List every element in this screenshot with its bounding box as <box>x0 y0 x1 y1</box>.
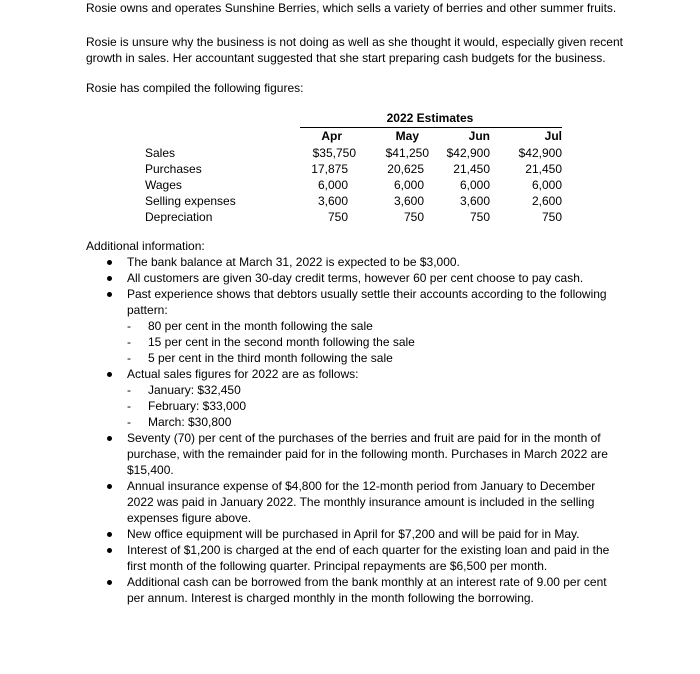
row-label-purchases: Purchases <box>145 162 202 176</box>
table-cell: 3,600 <box>393 194 424 208</box>
table-cell: $35,750 <box>312 146 356 160</box>
table-cell: 2,600 <box>531 194 562 208</box>
bullet-icon <box>107 548 112 553</box>
list-item: Interest of $1,200 is charged at the end of each quarter for the existing loan and paid in the first month of the following quarter. Principal repayments are $6,500 per month. <box>100 542 610 574</box>
table-cell: $41,250 <box>385 146 429 160</box>
intro-paragraph-3: Rosie has compiled the following figures: <box>86 81 304 95</box>
table-cell: 21,450 <box>453 162 490 176</box>
row-label-sales: Sales <box>145 146 176 160</box>
column-header-apr: Apr <box>321 129 342 143</box>
table-cell: $42,900 <box>518 146 562 160</box>
list-item: Actual sales figures for 2022 are as follows: - January: $32,450 - February: $33,000 - March: $30,800 <box>100 366 610 430</box>
settlement-pattern-list <box>127 318 610 366</box>
row-label-selling-expenses: Selling expenses <box>145 194 236 208</box>
table-cell: 21,450 <box>525 162 562 176</box>
table-cell: 6,000 <box>459 178 490 192</box>
table-cell: 20,625 <box>387 162 424 176</box>
dash-icon: - <box>127 319 131 333</box>
table-cell: 750 <box>403 210 424 224</box>
bullet-icon <box>107 436 112 441</box>
bullet-icon <box>107 372 112 377</box>
bullet-icon <box>107 580 112 585</box>
bullet-icon <box>107 276 112 281</box>
table-cell: 3,600 <box>317 194 348 208</box>
bullet-icon <box>107 260 112 265</box>
list-item: - January: $32,450 <box>127 383 241 397</box>
intro-paragraph-2: Rosie is unsure why the business is not doing as well as she thought it would, especially given recent growth in sales. Her accountant suggested that she start preparing cash budgets for the business. <box>86 35 623 65</box>
list-item: The bank balance at March 31, 2022 is expected to be $3,000. <box>100 254 610 270</box>
column-header-jul: Jul <box>544 129 562 143</box>
list-item: - 15 per cent in the second month following the sale <box>127 335 415 349</box>
column-header-may: May <box>395 129 419 143</box>
bullet-icon <box>107 484 112 489</box>
list-item: Past experience shows that debtors usually settle their accounts according to the following pattern: - 80 per cent in the month following the sale - 15 per cent in the second month following the sale - 5 per cent in the third month following the sale <box>100 286 610 366</box>
column-header-jun: Jun <box>468 129 490 143</box>
list-item: Seventy (70) per cent of the purchases of the berries and fruit are paid for in the month of purchase, with the remainder paid for in the following month. Purchases in March 2022 are $15,400. <box>100 430 610 478</box>
bullet-icon <box>107 532 112 537</box>
list-item: Additional cash can be borrowed from the bank monthly at an interest rate of 9.00 per cent per annum. Interest is charged monthly in the month following the borrowing. <box>100 574 610 606</box>
list-item: Annual insurance expense of $4,800 for the 12-month period from January to December 2022 was paid in January 2022. The monthly insurance amount is included in the selling expenses figure above. <box>100 478 610 526</box>
list-item: - 80 per cent in the month following the sale <box>127 319 373 333</box>
row-label-wages: Wages <box>145 178 182 192</box>
table-cell: 750 <box>469 210 490 224</box>
additional-info-list <box>100 254 610 606</box>
table-cell: 3,600 <box>459 194 490 208</box>
table-cell: 750 <box>327 210 348 224</box>
additional-info-heading: Additional information: <box>86 239 205 253</box>
table-cell: 6,000 <box>531 178 562 192</box>
dash-icon: - <box>127 351 131 365</box>
table-cell: 17,875 <box>311 162 348 176</box>
table-cell: 6,000 <box>393 178 424 192</box>
list-item: New office equipment will be purchased in April for $7,200 and will be paid for in May. <box>100 526 610 542</box>
dash-icon: - <box>127 399 131 413</box>
list-item: - February: $33,000 <box>127 399 247 413</box>
actual-sales-list <box>127 382 610 430</box>
dash-icon: - <box>127 335 131 349</box>
intro-paragraph-1: Rosie owns and operates Sunshine Berries, which sells a variety of berries and other summer fruits. <box>86 1 617 15</box>
row-label-depreciation: Depreciation <box>145 210 213 224</box>
table-cell: 750 <box>541 210 562 224</box>
dash-icon: - <box>127 383 131 397</box>
table-group-header: 2022 Estimates <box>386 111 474 125</box>
table-cell: 6,000 <box>317 178 348 192</box>
list-item: All customers are given 30-day credit terms, however 60 per cent choose to pay cash. <box>100 270 610 286</box>
list-item: - 5 per cent in the third month following the sale <box>127 351 393 365</box>
list-item: - March: $30,800 <box>127 415 232 429</box>
table-cell: $42,900 <box>446 146 490 160</box>
bullet-icon <box>107 292 112 297</box>
dash-icon: - <box>127 415 131 429</box>
